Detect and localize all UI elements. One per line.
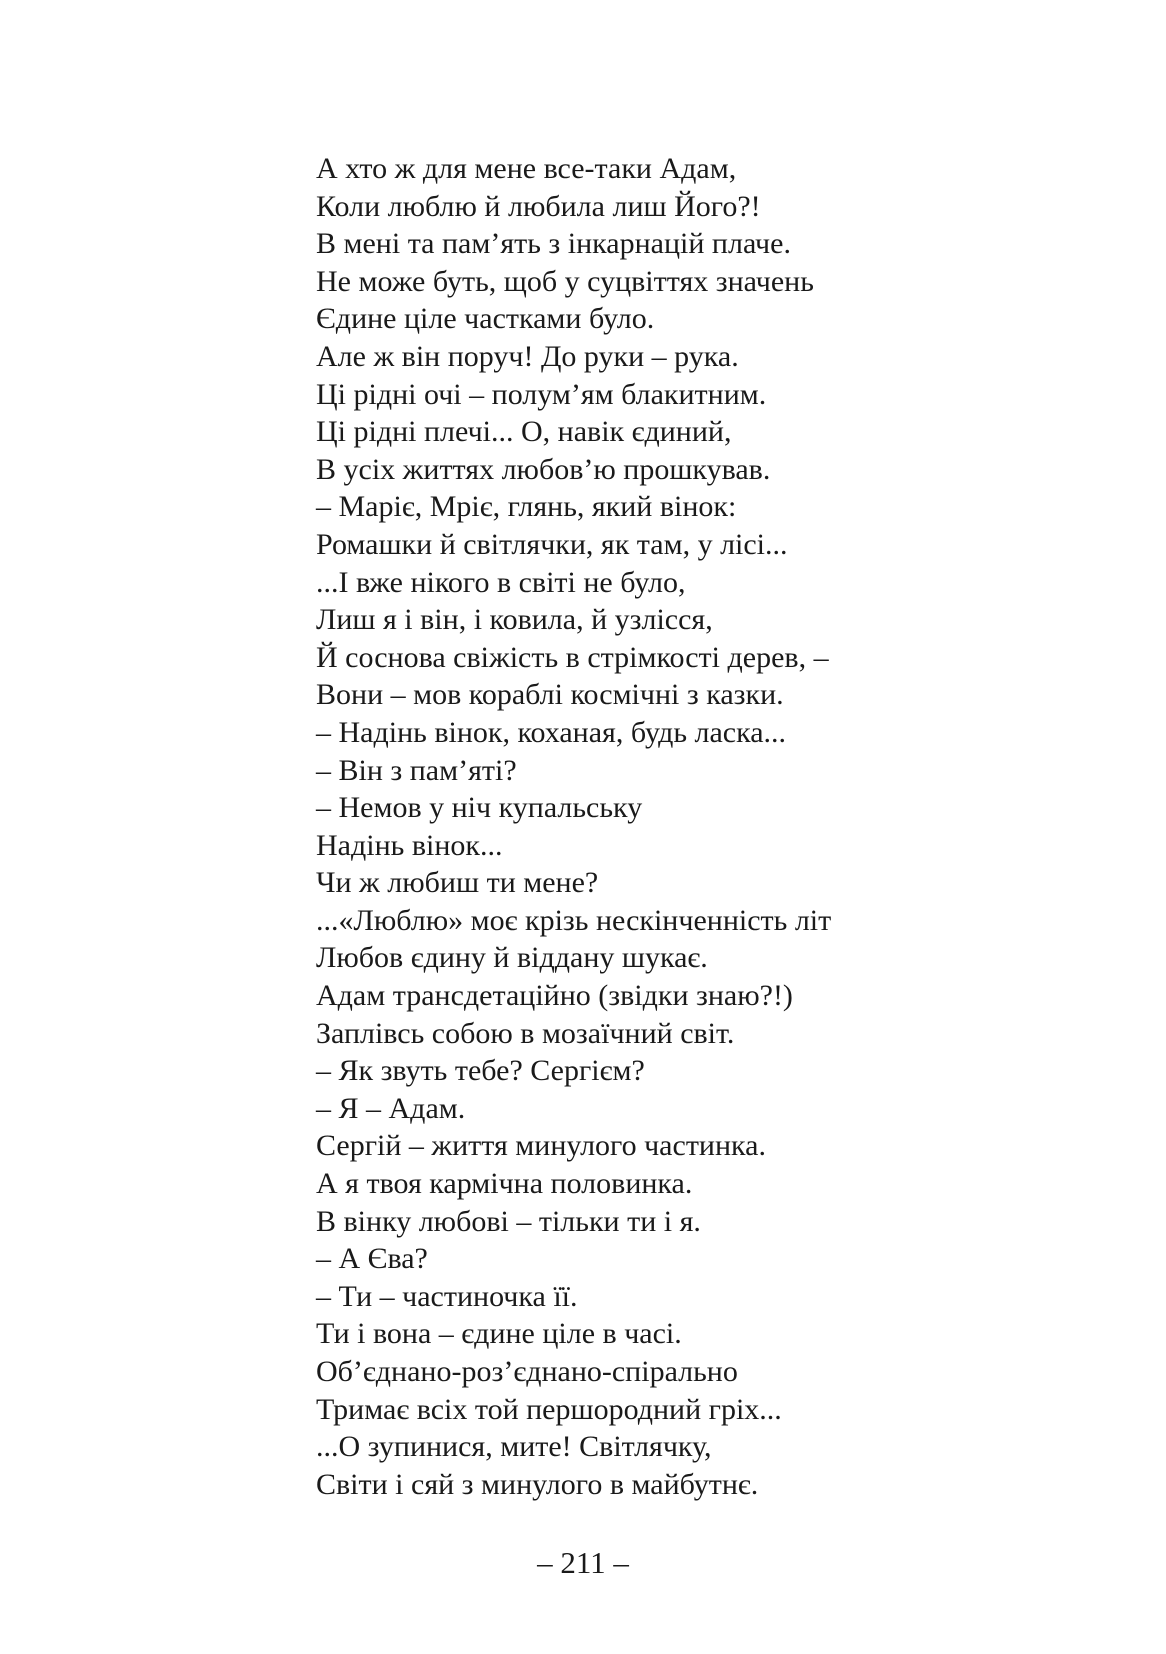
poem-line: – Надінь вінок, коханая, будь ласка...	[316, 715, 787, 749]
poem-line: – Немов у ніч купальську	[316, 791, 643, 825]
poem-line: – Як звуть тебе? Сергієм?	[316, 1054, 645, 1088]
poem-line: – Він з пам’яті?	[316, 753, 517, 787]
poem-line: Ці рідні очі – полум’ям блакитним.	[316, 377, 767, 411]
poem-line: В вінку любові – тільки ти і я.	[316, 1204, 701, 1238]
poem-line: ...І вже нікого в світі не було,	[316, 565, 686, 599]
poem-line: Тримає всіх той першородний гріх...	[316, 1392, 782, 1426]
poem-line: – Маріє, Мріє, глянь, який вінок:	[316, 490, 737, 524]
poem-line: Не може буть, щоб у суцвіттях значень	[316, 264, 814, 298]
poem-line: Й соснова свіжість в стрімкості дерев, –	[316, 640, 829, 674]
poem-line: – Ти – частиночка її.	[316, 1279, 578, 1313]
poem-line: Коли люблю й любила лиш Його?!	[316, 189, 761, 223]
poem-line: Але ж він поруч! До руки – рука.	[316, 339, 739, 373]
poem-line: Вони – мов кораблі космічні з казки.	[316, 678, 784, 712]
poem-line: Об’єднано-роз’єднано-спірально	[316, 1355, 738, 1388]
poem-line: – А Єва?	[316, 1242, 428, 1276]
poem-line: Чи ж любиш ти мене?	[316, 866, 599, 900]
poem-line: Ти і вона – єдине ціле в часі.	[316, 1317, 682, 1351]
poem-line: В мені та пам’ять з інкарнацій плаче.	[316, 227, 791, 261]
poem-line: Надінь вінок...	[316, 828, 503, 862]
poem-line: ...«Люблю» моє крізь нескінченність літ	[316, 903, 832, 937]
poem-line: Заплівсь собою в мозаїчний світ.	[316, 1016, 735, 1050]
poem-line: Світи і сяй з минулого в майбутнє.	[316, 1467, 759, 1501]
poem-line: Адам трансдетаційно (звідки знаю?!)	[316, 979, 793, 1013]
poem-line: Ромашки й світлячки, як там, у лісі...	[316, 527, 788, 561]
poem-line: Сергій – життя минулого частинка.	[316, 1129, 766, 1163]
poem-text	[316, 150, 1116, 1503]
poem-line: Ці рідні плечі... О, навік єдиний,	[316, 415, 732, 449]
poem-line: А хто ж для мене все-таки Адам,	[316, 152, 737, 185]
poem-line: ...О зупинися, мите! Світлячку,	[316, 1430, 712, 1464]
page-number: – 211 –	[537, 1545, 629, 1580]
poem-line: – Я – Адам.	[316, 1091, 466, 1125]
poem-line: А я твоя кармічна половинка.	[316, 1167, 693, 1201]
poem-line: Єдине ціле частками було.	[316, 302, 655, 336]
poem-line: Любов єдину й віддану шукає.	[316, 941, 708, 975]
poem-line: В усіх життях любов’ю прошкував.	[316, 452, 771, 486]
poem-line: Лиш я і він, і ковила, й узлісся,	[316, 603, 713, 637]
